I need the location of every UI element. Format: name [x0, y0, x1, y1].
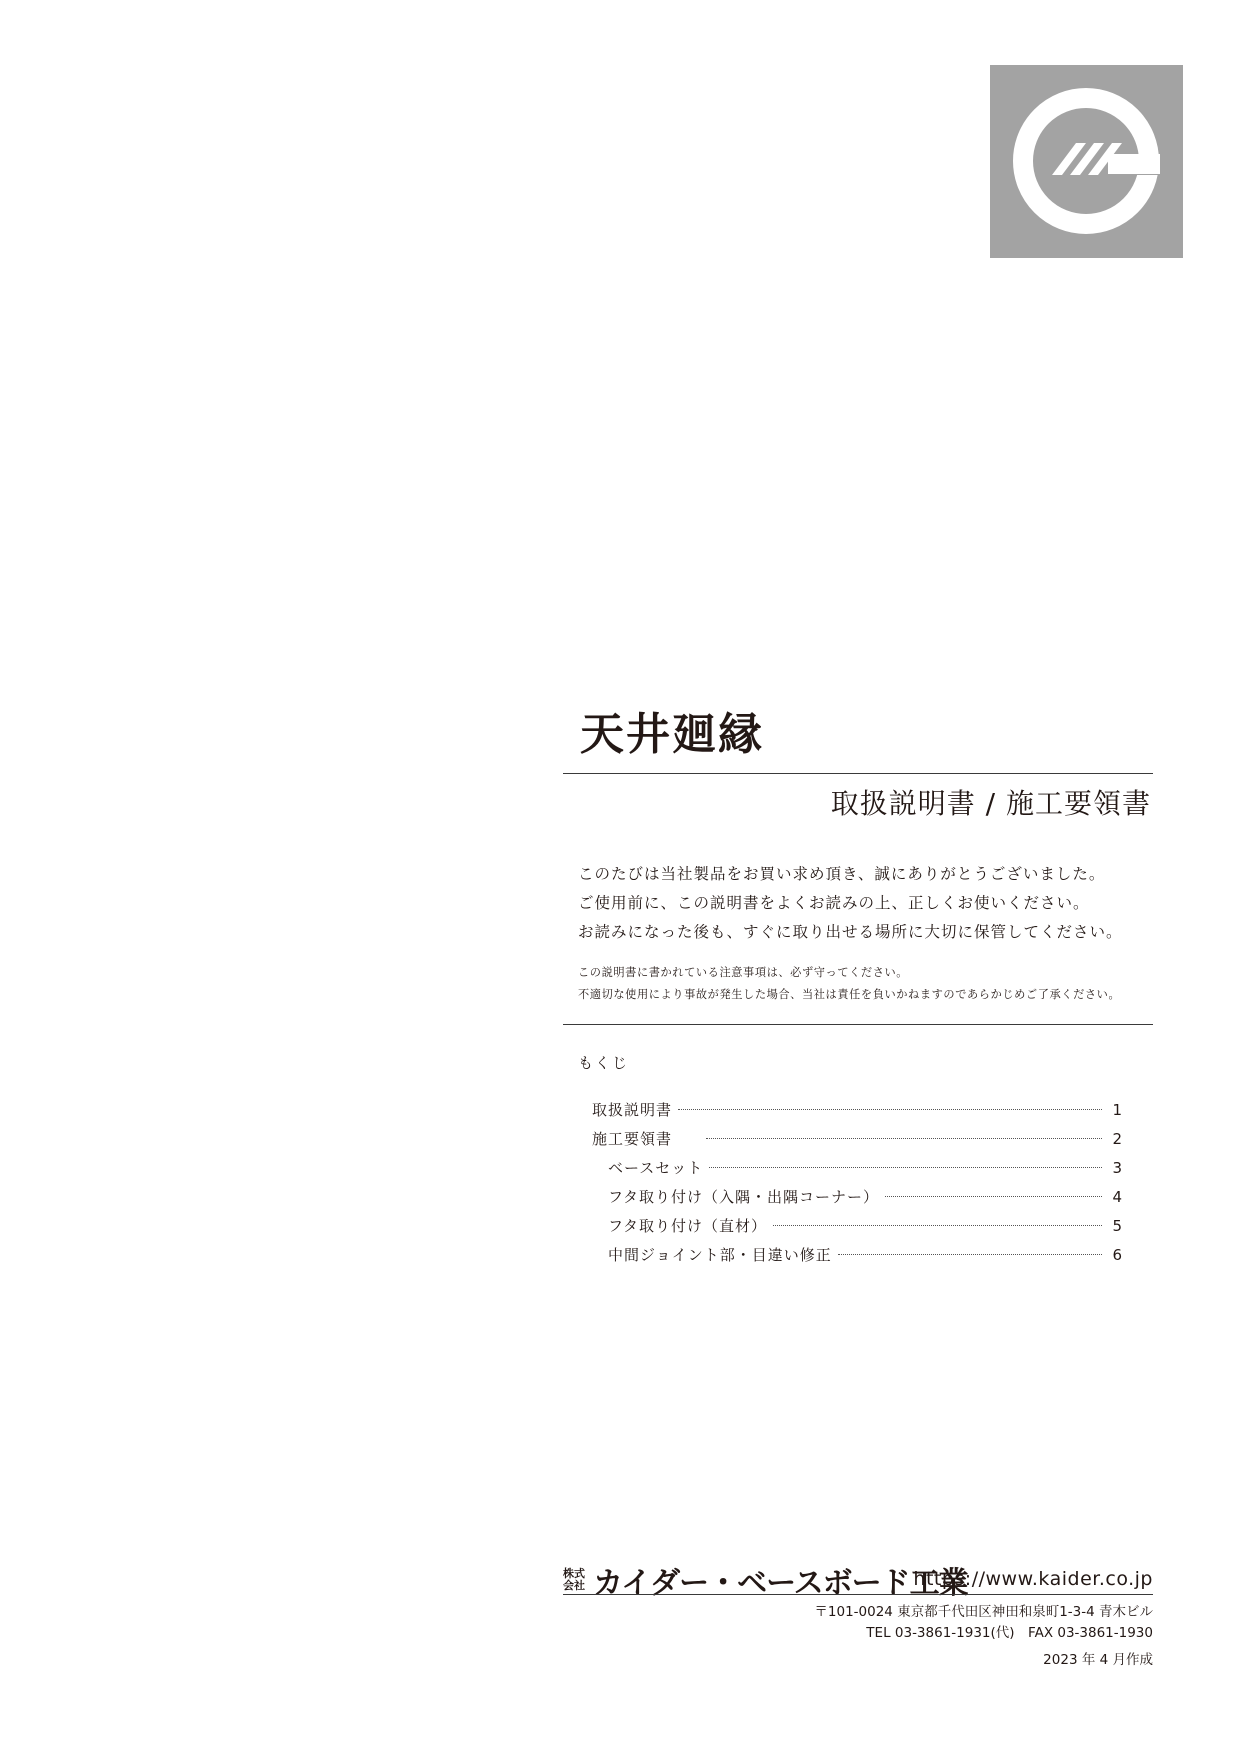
document-subtitle: 取扱説明書 / 施工要領書: [830, 787, 1151, 820]
toc-item[interactable]: [592, 1240, 1122, 1269]
toc-item[interactable]: [592, 1124, 1122, 1153]
toc-item-page: 3: [1112, 1158, 1122, 1177]
toc-item-label: ベースセット: [608, 1159, 704, 1177]
dotted-leader: [773, 1225, 1102, 1226]
toc-item-label: フタ取り付け（直材）: [608, 1217, 767, 1235]
company-name-block: [563, 1558, 968, 1602]
toc-item-page: 6: [1112, 1245, 1122, 1264]
document-title: 天井廻縁: [580, 709, 764, 760]
toc-item-page: 5: [1112, 1216, 1122, 1235]
company-logo: [990, 65, 1183, 258]
toc-item-label: フタ取り付け（入隅・出隅コーナー）: [608, 1188, 879, 1206]
company-prefix: 株式会社: [563, 1567, 585, 1592]
toc-item-page: 4: [1112, 1187, 1122, 1206]
note-line: この説明書に書かれている注意事項は、必ず守ってください。: [578, 966, 909, 979]
intro-text: [578, 860, 1153, 947]
toc-item[interactable]: [592, 1211, 1122, 1240]
company-logo-icon: [990, 65, 1183, 258]
company-contact: [814, 1602, 1153, 1644]
intro-line: ご使用前に、この説明書をよくお読みの上、正しくお使いください。: [578, 894, 1090, 912]
section-divider: [563, 1024, 1153, 1025]
title-divider: [563, 773, 1153, 774]
intro-line: このたびは当社製品をお買い求め頂き、誠にありがとうございました。: [578, 865, 1106, 883]
table-of-contents: [592, 1095, 1122, 1269]
dotted-leader: [838, 1254, 1102, 1255]
toc-heading: もくじ: [578, 1054, 630, 1072]
toc-item-page: 1: [1112, 1100, 1122, 1119]
dotted-leader: [706, 1138, 1102, 1139]
toc-item-label: 取扱説明書: [592, 1101, 673, 1119]
note-line: 不適切な使用により事故が発生した場合、当社は責任を負いかねますのであらかじめご了承ください。: [578, 988, 1121, 1001]
company-url-link[interactable]: https://www.kaider.co.jp: [913, 1568, 1153, 1590]
creation-date: 2023 年 4 月作成: [1043, 1652, 1153, 1668]
dotted-leader: [709, 1167, 1102, 1168]
intro-line: お読みになった後も、すぐに取り出せる場所に大切に保管してください。: [578, 923, 1123, 941]
toc-item-label: 施工要領書: [592, 1130, 673, 1148]
caution-notes: [578, 962, 1153, 1006]
toc-item-label: 中間ジョイント部・目違い修正: [608, 1246, 832, 1264]
toc-item-page: 2: [1112, 1129, 1122, 1148]
toc-item[interactable]: [592, 1182, 1122, 1211]
company-phone: TEL 03-3861-1931(代) FAX 03-3861-1930: [866, 1625, 1153, 1641]
dotted-leader: [678, 1109, 1102, 1110]
company-address: 〒101-0024 東京都千代田区神田和泉町1-3-4 青木ビル: [814, 1604, 1153, 1620]
dotted-leader: [885, 1196, 1102, 1197]
company-name: カイダー・ベースボード工業: [593, 1566, 968, 1601]
toc-item[interactable]: [592, 1095, 1122, 1124]
footer-divider: [563, 1594, 1153, 1595]
toc-item[interactable]: [592, 1153, 1122, 1182]
